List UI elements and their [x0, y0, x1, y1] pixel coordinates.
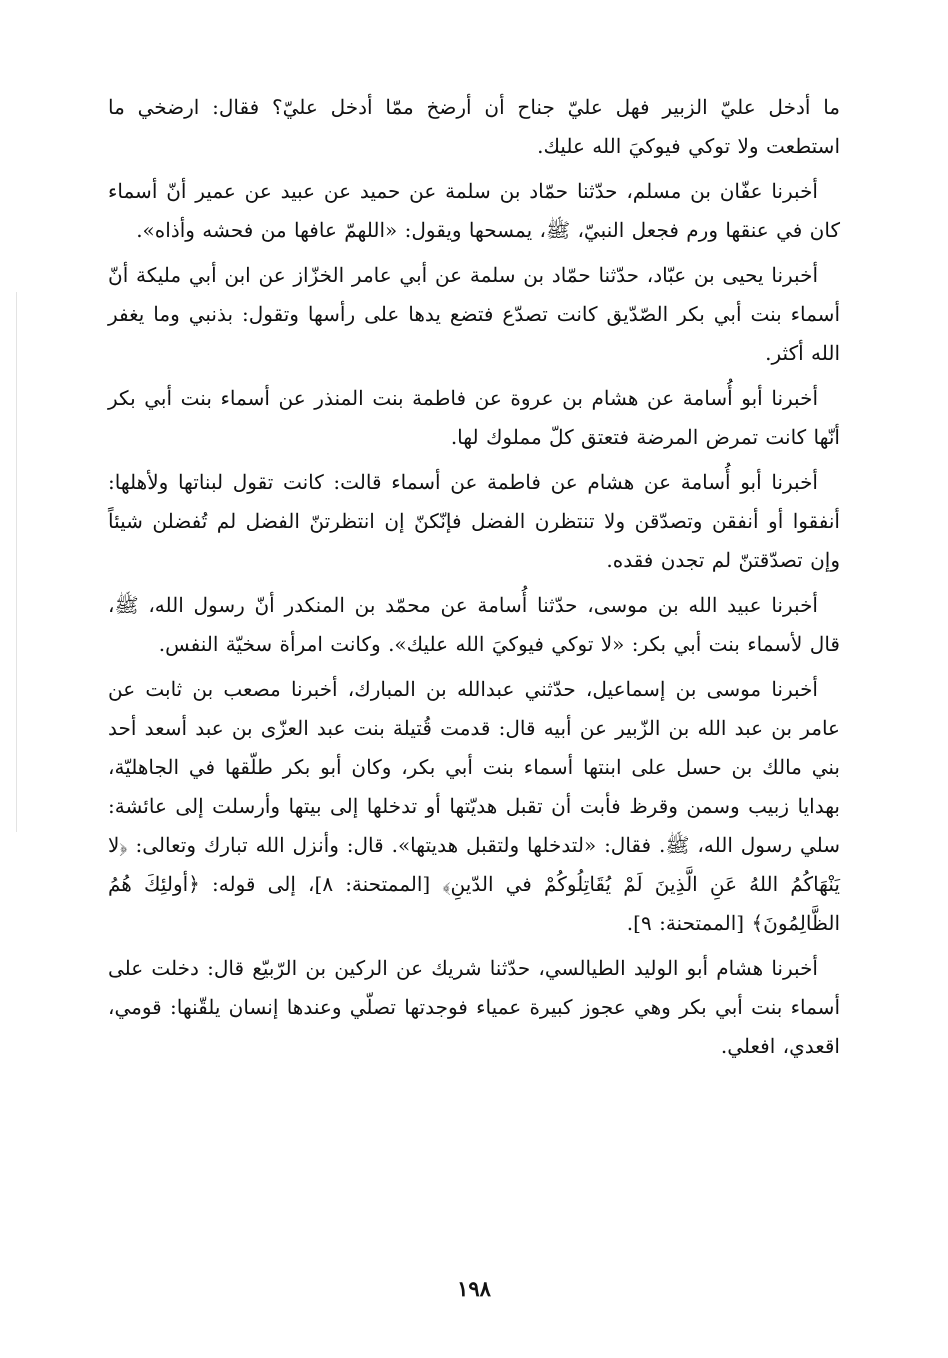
paragraph: ما أدخل عليّ الزبير فهل عليّ جناح أن أرضخ ممّا أدخل عليّ؟ فقال: ارضخي ما استطعت ولا توكي فيوكيَ الله عليك.: [108, 95, 840, 158]
page-number: ١٩٨: [457, 1276, 491, 1301]
paragraph: أخبرنا أبو أُسامة عن هشام بن عروة عن فاطمة بنت المنذر عن أسماء بنت أبي بكر أنّها كانت تمرض المرضة فتعتق كلّ مملوك لها.: [108, 386, 840, 449]
paragraph: أخبرنا عبيد الله بن موسى، حدّثنا أُسامة عن محمّد بن المنكدر أنّ رسول الله، ﷺ، قال لأسماء بنت أبي بكر: «لا توكي فيوكيَ الله عليك». وكانت امرأة سخيّة النفس.: [108, 593, 840, 656]
body-text: [108, 88, 840, 1072]
paragraph: أخبرنا موسى بن إسماعيل، حدّثني عبدالله بن المبارك، أخبرنا مصعب بن ثابت عن عامر بن عبد الله بن الزّبير عن أبيه قال: قدمت قُتيلة بنت عبد العزّى بن عبد أسعد أحد بني مالك بن حسل على ابنتها أسماء بنت أبي بكر، وكان أبو بكر طلّقها في الجاهليّة، بهدايا زبيب وسمن وقرظ فأبت أن تقبل هديّتها أو تدخلها إلى بيتها وأرسلت إلى عائشة: سلي رسول الله، ﷺ. فقال: «لتدخلها ولتقبل هديتها». قال: وأنزل الله تبارك وتعالى: ﴿لا يَنْهَاكُمُ اللهُ عَنِ الَّذِينَ لَمْ يُقَاتِلُوكُمْ في الدّينِ﴾ [الممتحنة: ٨]، إلى قوله: ﴿أولئِكَ هُمُ الظَّالِمُونَ﴾ [الممتحنة: ٩].: [108, 677, 840, 935]
paragraph: أخبرنا هشام أبو الوليد الطيالسي، حدّثنا شريك عن الركين بن الرّبيّع قال: دخلت على أسماء بنت أبي بكر وهي عجوز كبيرة عمياء فوجدتها تصلّي وعندها إنسان يلقّنها: قومي، اقعدي، افعلي.: [108, 956, 840, 1058]
paragraph: أخبرنا يحيى بن عبّاد، حدّثنا حمّاد بن سلمة عن أبي عامر الخزّاز عن ابن أبي مليكة أنّ أسماء بنت أبي بكر الصّدّيق كانت تصدّع فتضع يدها على رأسها وتقول: بذنبي وما يغفر الله أكثر.: [108, 263, 840, 365]
paragraph: أخبرنا أبو أُسامة عن هشام عن فاطمة عن أسماء قالت: كانت تقول لبناتها ولأهلها: أنفقوا أو أنفقن وتصدّقن ولا تنتظرن الفضل فإنّكنّ إن انتظرتنّ الفضل لم تُفضلن شيئاً وإن تصدّقتنّ لم تجدن فقده.: [108, 470, 840, 572]
scan-margin-line: [16, 292, 17, 832]
paragraph: أخبرنا عفّان بن مسلم، حدّثنا حمّاد بن سلمة عن حميد عن عبيد عن عمير أنّ أسماء كان في عنقها ورم فجعل النبيّ، ﷺ، يمسحها ويقول: «اللهمّ عافها من فحشه وأذاه».: [108, 179, 840, 242]
